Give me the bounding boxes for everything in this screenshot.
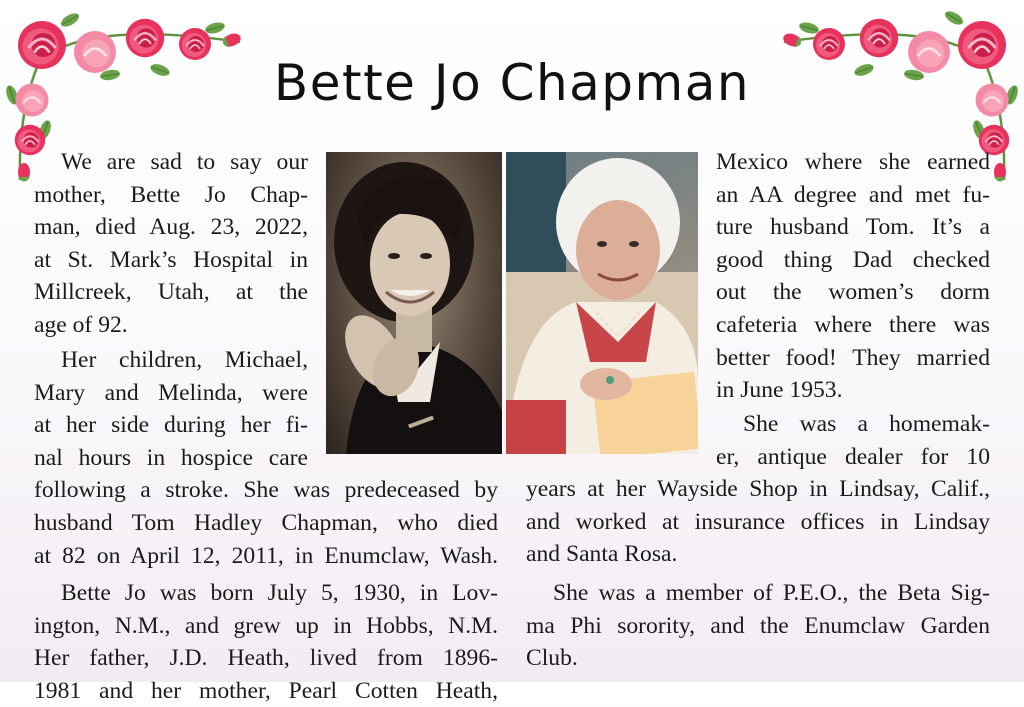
text-line: mother, Bette Jo Chap- <box>34 181 308 208</box>
text-line: in June 1953. <box>716 377 843 404</box>
text-line: and worked at insurance offices in Lindsay <box>526 508 990 535</box>
text-line: age of 92. <box>34 311 128 338</box>
text-line: ma Phi sorority, and the Enumclaw Garden <box>526 612 990 639</box>
text-line: at St. Mark’s Hospital in <box>34 246 308 273</box>
page-title: Bette Jo Chapman <box>273 54 751 112</box>
text-line: She was a homemak- <box>743 411 990 437</box>
right-paragraph-2 <box>526 408 990 571</box>
left-paragraph-3 <box>34 577 498 707</box>
text-line: better food! They married <box>716 344 990 371</box>
text-line: ington, N.M., and grew up in Hobbs, N.M. <box>34 612 498 639</box>
text-line: Mexico where she earned <box>716 149 990 175</box>
text-line: er, antique dealer for 10 <box>716 443 990 470</box>
text-line: and Santa Rosa. <box>526 541 678 568</box>
text-line: at her side during her fi- <box>34 412 308 439</box>
left-paragraph-2 <box>34 344 498 572</box>
text-line: 1981 and her mother, Pearl Cotten Heath, <box>34 677 498 704</box>
right-paragraph-1 <box>716 146 990 407</box>
text-line: husband Tom Hadley Chapman, who died <box>34 509 498 536</box>
left-paragraph-1 <box>34 146 308 342</box>
text-line: out the women’s dorm <box>716 279 990 306</box>
text-line: Her father, J.D. Heath, lived from 1896- <box>34 645 498 672</box>
text-line: Bette Jo was born July 5, 1930, in Lov- <box>61 580 498 606</box>
text-line: years at her Wayside Shop in Lindsay, Calif., <box>526 476 990 503</box>
text-line: good thing Dad checked <box>716 246 990 273</box>
text-line: We are sad to say our <box>61 149 308 175</box>
text-line: Club. <box>526 645 578 672</box>
text-line: following a stroke. She was predeceased by <box>34 477 498 504</box>
text-line: cafeteria where there was <box>716 311 990 338</box>
text-line: Her children, Michael, <box>61 347 308 373</box>
text-line: She was a member of P.E.O., the Beta Sig- <box>553 580 990 606</box>
text-line: Mary and Melinda, were <box>34 379 308 406</box>
text-line: Millcreek, Utah, at the <box>34 279 308 306</box>
text-line: man, died Aug. 23, 2022, <box>34 214 308 241</box>
text-line: an AA degree and met fu- <box>716 181 990 208</box>
right-paragraph-3 <box>526 577 990 675</box>
text-line: ture husband Tom. It’s a <box>716 214 990 241</box>
text-line: nal hours in hospice care <box>34 444 308 471</box>
text-line: at 82 on April 12, 2011, in Enumclaw, Wash. <box>34 542 498 569</box>
